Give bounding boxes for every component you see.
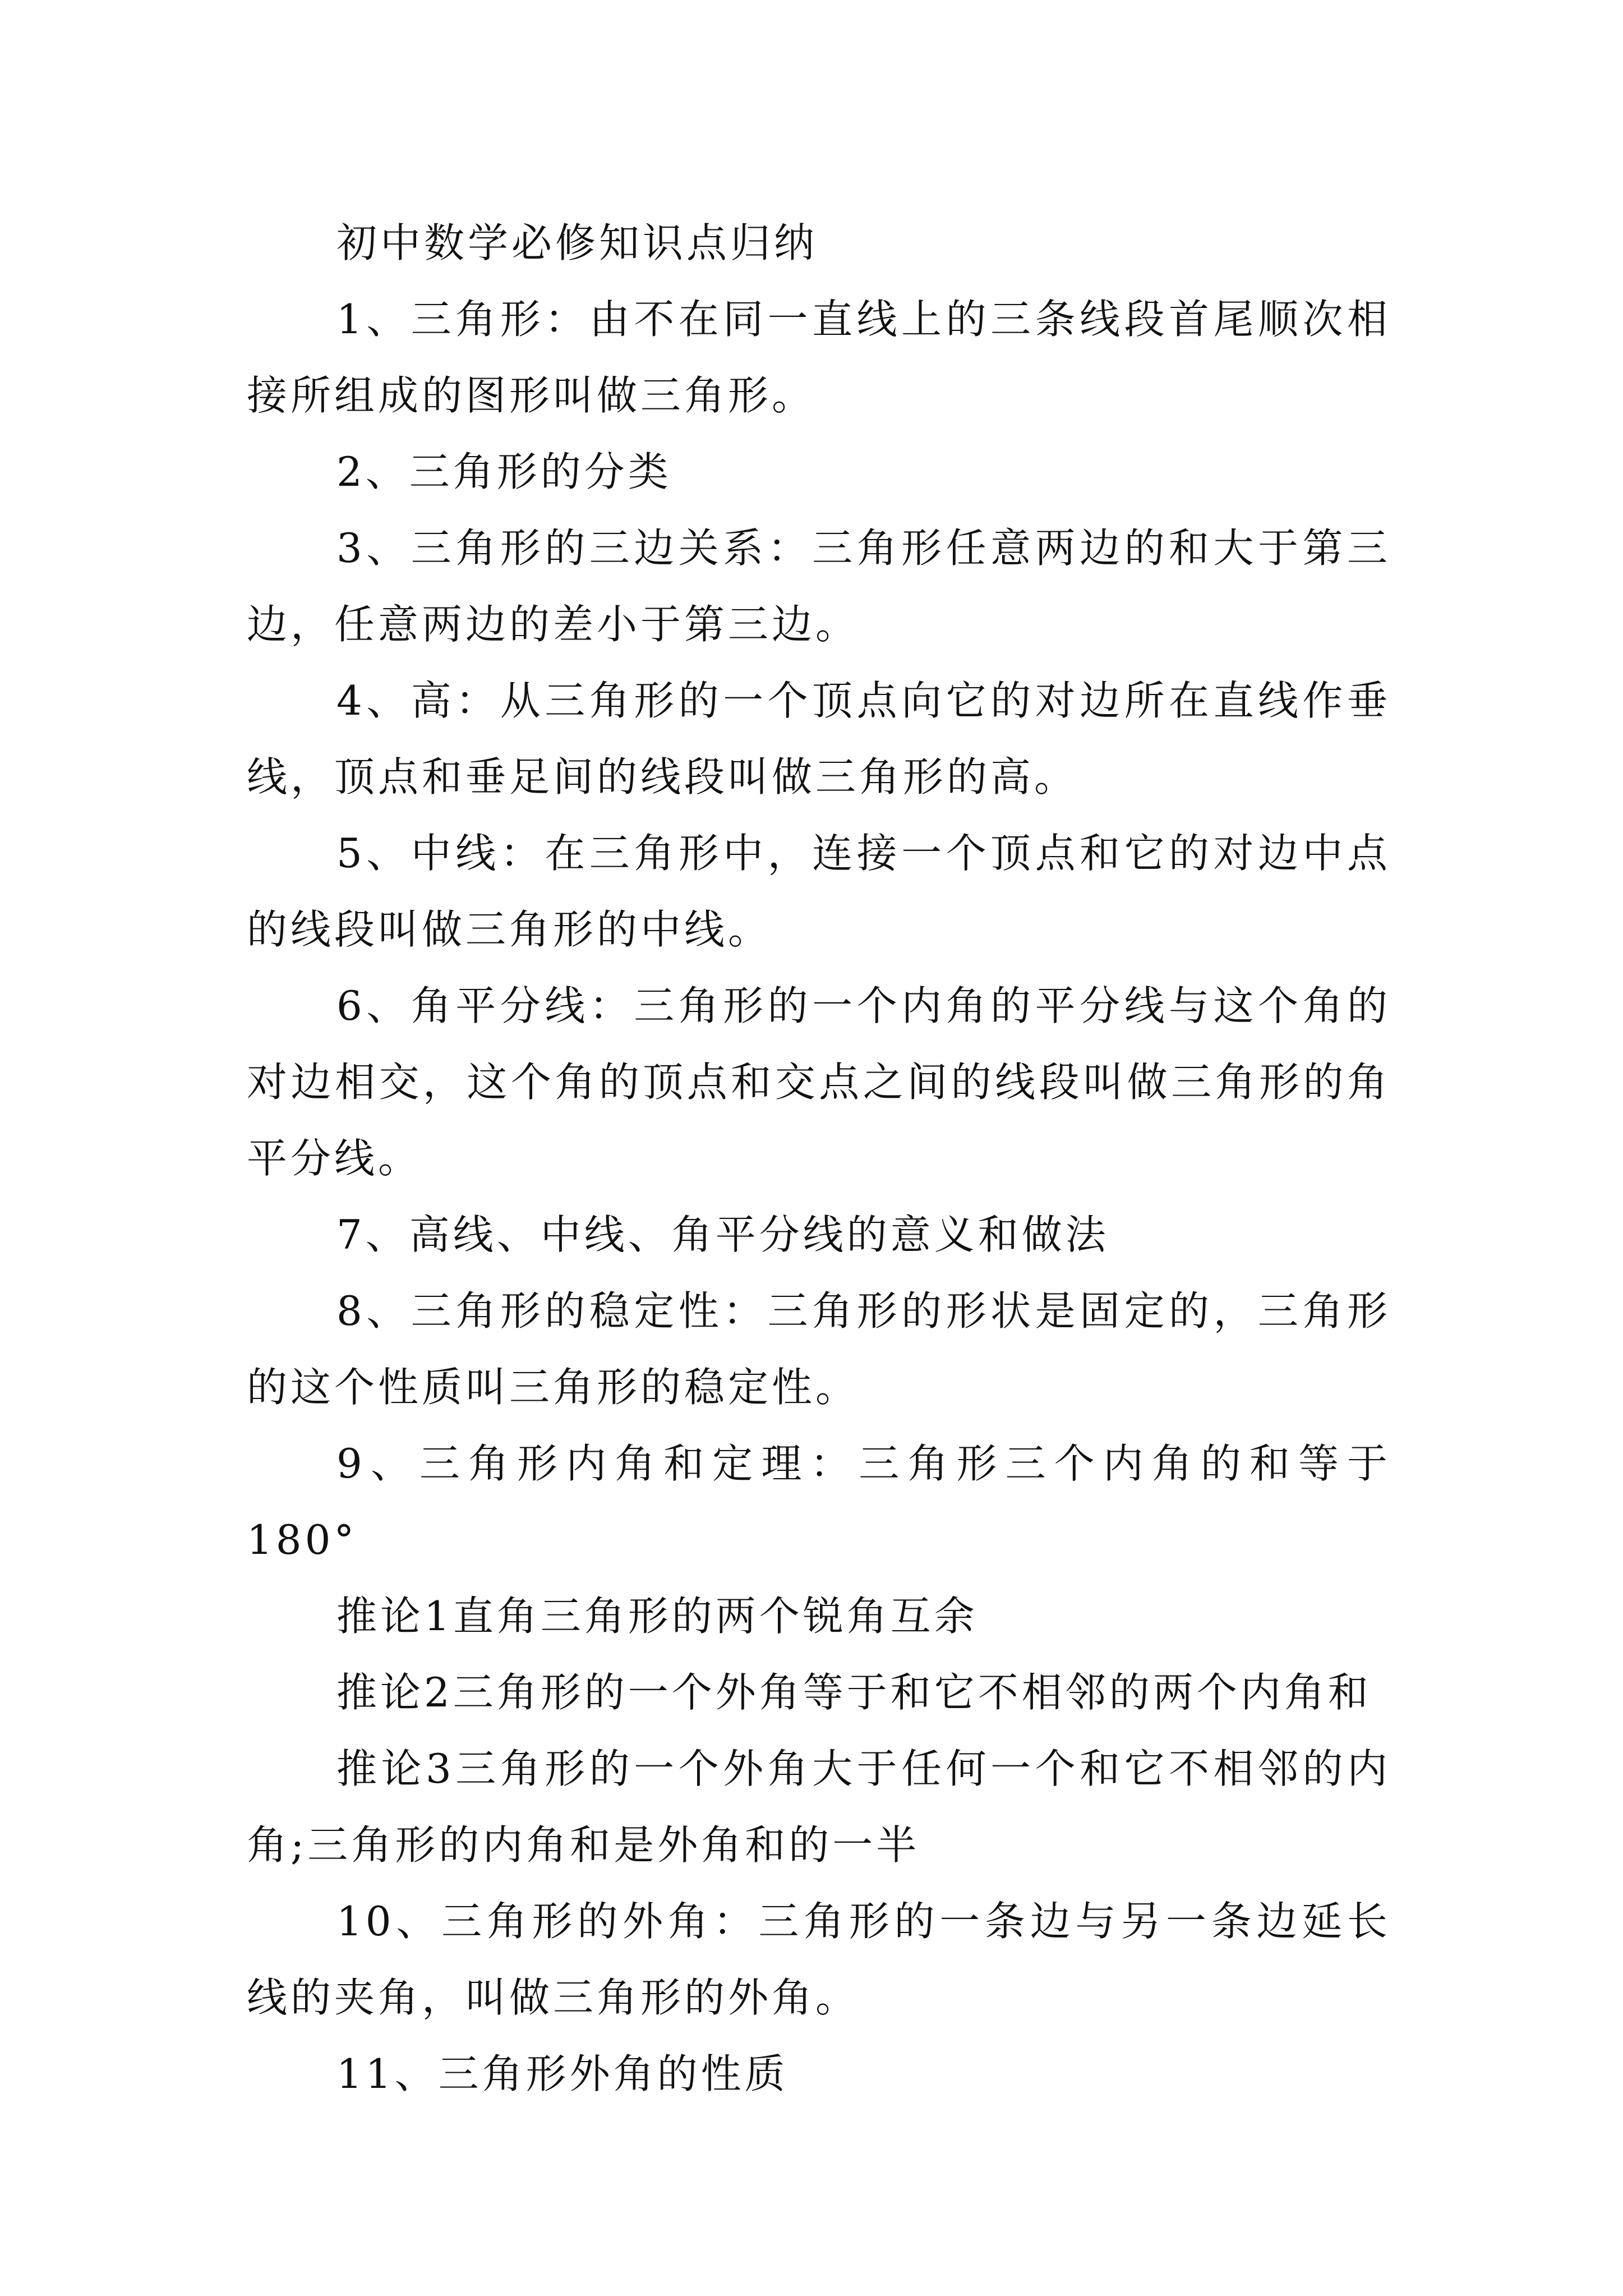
paragraph-3: 3、三角形的三边关系：三角形任意两边的和大于第三边，任意两边的差小于第三边。 (247, 524, 1391, 648)
paragraph-11: 11、三角形外角的性质 (336, 2050, 789, 2097)
corollary-3: 推论3三角形的一个外角大于任何一个和它不相邻的内角;三角形的内角和是外角和的一半 (247, 1745, 1391, 1869)
paragraph-8: 8、三角形的稳定性：三角形的形状是固定的，三角形的这个性质叫三角形的稳定性。 (247, 1287, 1391, 1411)
paragraph-4: 4、高：从三角形的一个顶点向它的对边所在直线作垂线，顶点和垂足间的线段叫做三角形的高。 (247, 677, 1391, 800)
paragraph-1: 1、三角形：由不在同一直线上的三条线段首尾顺次相接所组成的图形叫做三角形。 (247, 296, 1391, 419)
paragraph-6: 6、角平分线：三角形的一个内角的平分线与这个角的对边相交，这个角的顶点和交点之间的线段叫做三角形的角平分线。 (247, 982, 1391, 1182)
paragraph-7: 7、高线、中线、角平分线的意义和做法 (336, 1211, 1109, 1258)
corollary-1: 推论1直角三角形的两个锐角互余 (336, 1593, 978, 1640)
document-body (247, 205, 1391, 2112)
corollary-2: 推论2三角形的一个外角等于和它不相邻的两个内角和 (336, 1669, 1372, 1716)
paragraph-9: 9、三角形内角和定理：三角形三个内角的和等于180° (247, 1440, 1391, 1563)
paragraph-2: 2、三角形的分类 (336, 448, 672, 495)
paragraph-5: 5、中线：在三角形中，连接一个顶点和它的对边中点的线段叫做三角形的中线。 (247, 830, 1391, 953)
document-title: 初中数学必修知识点归纳 (336, 219, 818, 266)
paragraph-10: 10、三角形的外角：三角形的一条边与另一条边延长线的夹角，叫做三角形的外角。 (247, 1898, 1391, 2021)
